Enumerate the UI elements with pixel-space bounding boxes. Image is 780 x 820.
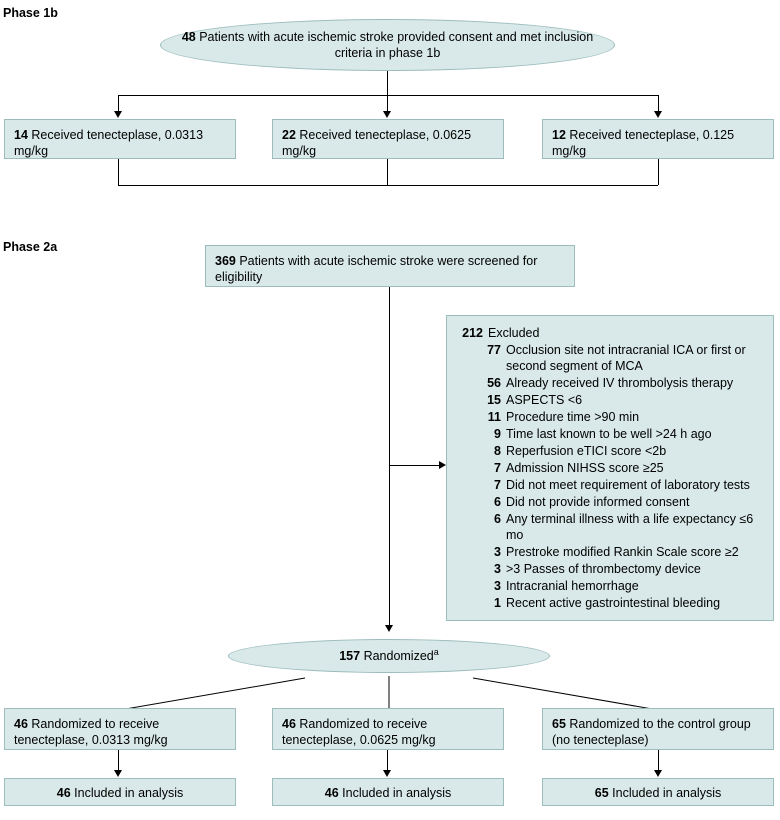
list-item [475, 460, 763, 476]
connector [118, 185, 658, 186]
arrow-down-icon [114, 770, 122, 777]
phase1-arm-box-1 [4, 119, 236, 159]
phase-2a-label: Phase 2a [3, 240, 58, 254]
reason-text: Intracranial hemorrhage [506, 579, 639, 593]
analysis-2-number: 46 [324, 786, 343, 800]
connector [387, 159, 388, 185]
phase2-screened-box [205, 245, 575, 287]
reason-text: Any terminal illness with a life expectancy ≤6 mo [506, 512, 754, 542]
phase2-arm-2-text: Randomized to receive tenecteplase, 0.0625 mg/kg [282, 717, 436, 748]
list-item [475, 443, 763, 459]
reason-text: Time last known to be well >24 h ago [506, 427, 712, 441]
list-item [475, 494, 763, 510]
phase2-arm-box-1 [4, 708, 236, 750]
phase1-arm-1-number: 14 [14, 128, 32, 142]
randomization-connectors [0, 668, 780, 712]
phase1-arm-3-number: 12 [552, 128, 570, 142]
phase2-arm-3-text: Randomized to the control group (no tenecteplase) [552, 717, 751, 748]
arrow-down-icon [114, 111, 122, 118]
reason-text: Procedure time >90 min [506, 410, 640, 424]
reason-count: 3 [494, 545, 501, 559]
analysis-1-number: 46 [56, 786, 75, 800]
list-item [475, 375, 763, 391]
phase1-consent-number: 48 [181, 29, 200, 44]
excluded-reason-list [475, 342, 763, 611]
phase2-arm-box-3 [542, 708, 774, 750]
reason-text: Did not provide informed consent [506, 495, 690, 509]
arrow-down-icon [385, 625, 393, 632]
list-item [475, 342, 763, 374]
reason-count: 6 [494, 512, 501, 526]
phase-1b-label: Phase 1b [3, 6, 58, 20]
list-item [475, 544, 763, 560]
list-item [475, 511, 763, 543]
phase1-arm-3-text: Received tenecteplase, 0.125 mg/kg [552, 128, 735, 159]
connector [658, 159, 659, 185]
phase1-consent-ellipse [160, 19, 615, 71]
analysis-3-text: Included in analysis [612, 786, 722, 800]
list-item [475, 426, 763, 442]
reason-count: 8 [494, 444, 501, 458]
phase1-consent-text: Patients with acute ischemic stroke provided consent and met inclusion criteria in phase 1b [199, 29, 594, 60]
reason-count: 11 [487, 410, 501, 424]
reason-count: 7 [494, 461, 501, 475]
connector [658, 750, 659, 772]
phase2-screened-number: 369 [215, 254, 240, 268]
connector [118, 159, 119, 185]
phase1-arm-1-text: Received tenecteplase, 0.0313 mg/kg [14, 128, 204, 159]
excluded-total-number: 212 [462, 326, 483, 340]
reason-text: Did not meet requirement of laboratory tests [506, 478, 750, 492]
reason-text: Admission NIHSS score ≥25 [506, 461, 664, 475]
arrow-down-icon [654, 770, 662, 777]
phase2-arm-box-2 [272, 708, 504, 750]
phase1-arm-2-text: Received tenecteplase, 0.0625 mg/kg [282, 128, 472, 159]
reason-count: 3 [494, 579, 501, 593]
reason-count: 15 [487, 393, 501, 407]
arrow-down-icon [383, 770, 391, 777]
reason-text: Already received IV thrombolysis therapy [506, 376, 734, 390]
reason-text: Reperfusion eTICI score <2b [506, 444, 667, 458]
phase2-arm-2-number: 46 [282, 717, 300, 731]
phase2-arm-1-number: 46 [14, 717, 32, 731]
phase2-analysis-box-2 [272, 778, 504, 806]
arrow-right-icon [439, 461, 446, 469]
connector [118, 750, 119, 772]
phase1-arm-box-3 [542, 119, 774, 159]
arrow-down-icon [383, 111, 391, 118]
reason-count: 7 [494, 478, 501, 492]
list-item [475, 595, 763, 611]
phase2-arm-3-number: 65 [552, 717, 570, 731]
reason-count: 6 [494, 495, 501, 509]
excluded-label: Excluded [488, 326, 540, 340]
excluded-heading [457, 325, 763, 341]
reason-count: 3 [494, 562, 501, 576]
reason-count: 1 [494, 596, 501, 610]
connector [389, 465, 439, 466]
list-item [475, 409, 763, 425]
reason-text: Recent active gastrointestinal bleeding [506, 596, 721, 610]
list-item [475, 392, 763, 408]
phase2-excluded-box [446, 315, 774, 621]
connector [387, 71, 388, 95]
list-item [475, 578, 763, 594]
analysis-3-number: 65 [594, 786, 613, 800]
connector [387, 750, 388, 772]
reason-count: 77 [487, 343, 501, 357]
randomized-footnote: a [433, 647, 439, 658]
randomized-text: Randomized [363, 649, 434, 664]
analysis-2-text: Included in analysis [342, 786, 452, 800]
phase2-screened-text: Patients with acute ischemic stroke were screened for eligibility [215, 254, 538, 285]
reason-text: Occlusion site not intracranial ICA or first or second segment of MCA [506, 343, 746, 373]
connector [118, 95, 658, 96]
reason-count: 9 [494, 427, 501, 441]
list-item [475, 477, 763, 493]
phase2-analysis-box-1 [4, 778, 236, 806]
reason-text: ASPECTS <6 [506, 393, 583, 407]
list-item [475, 561, 763, 577]
reason-count: 56 [487, 376, 501, 390]
randomized-number: 157 [339, 649, 364, 664]
phase1-arm-box-2 [272, 119, 504, 159]
arrow-down-icon [654, 111, 662, 118]
phase1-arm-2-number: 22 [282, 128, 300, 142]
reason-text: >3 Passes of thrombectomy device [506, 562, 701, 576]
connector [389, 287, 390, 627]
phase2-arm-1-text: Randomized to receive tenecteplase, 0.0313 mg/kg [14, 717, 168, 748]
phase2-analysis-box-3 [542, 778, 774, 806]
analysis-1-text: Included in analysis [74, 786, 184, 800]
reason-text: Prestroke modified Rankin Scale score ≥2 [506, 545, 739, 559]
